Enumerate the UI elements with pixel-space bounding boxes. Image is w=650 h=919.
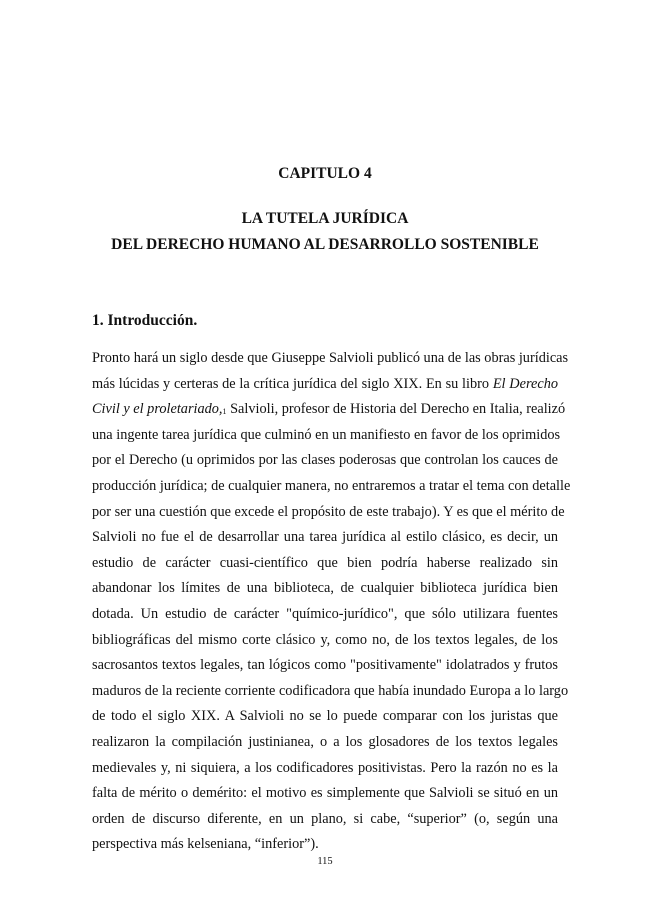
paragraph-line: una ingente tarea jurídica que culminó en un manifiesto en favor de los oprimidos [92,426,561,443]
paragraph-line: de todo el siglo XIX. A Salvioli no se lo puede comparar con los juristas que [92,708,558,725]
paragraph-line: Salvioli no fue el de desarrollar una tarea jurídica al estilo clásico, es decir, un [92,529,558,546]
body-paragraph [92,346,571,858]
paragraph-line: orden de discurso diferente, en un plano, si cabe, “superior” (o, según una [92,810,558,827]
page-number: 115 [317,856,333,867]
paragraph-line: por ser una cuestión que excede el propósito de este trabajo). Y es que el mérito de [92,503,565,520]
paragraph-line: perspectiva más kelseniana, “inferior”). [92,836,319,853]
paragraph-line-text: Salvioli, profesor de Historia del Derecho en Italia, realizó [230,401,566,418]
chapter-subtitle-line-1: LA TUTELA JURÍDICA [241,210,409,227]
footnote-reference[interactable]: 1 [222,407,227,417]
book-title-part-2: Civil y el proletariado, [92,401,223,418]
paragraph-line: maduros de la reciente corriente codificadora que había inundado Europa a lo largo [92,682,569,699]
paragraph-line: Pronto hará un siglo desde que Giuseppe Salvioli publicó una de las obras jurídicas [92,350,569,366]
section-heading: 1. Introducción. [92,312,198,329]
paragraph-line [92,397,566,423]
paragraph-line: estudio de carácter cuasi-científico que bien podría haberse realizado sin [92,554,558,571]
paragraph-line: bibliográficas del mismo corte clásico y, como no, de los textos legales, de los [92,631,558,648]
paragraph-line: falta de mérito o demérito: el motivo es simplemente que Salvioli se situó en un [92,785,558,802]
paragraph-line: dotada. Un estudio de carácter "químico-jurídico", que sólo utilizara fuentes [92,605,558,622]
paragraph-line: sacrosantos textos legales, tan lógicos como "positivamente" idolatrados y frutos [92,657,558,674]
chapter-subtitle-line-2: DEL DERECHO HUMANO AL DESARROLLO SOSTENIBLE [111,236,539,253]
paragraph-line: producción jurídica; de cualquier manera, no entraremos a tratar el tema con detalle [92,477,571,494]
paragraph-line: realizaron la compilación justinianea, o a los glosadores de los textos legales [92,733,558,750]
chapter-subtitle [0,206,650,258]
paragraph-line-text: más lúcidas y certeras de la crítica jurídica del siglo XIX. En su libro [92,375,490,392]
paragraph-line [92,372,558,398]
chapter-title: CAPITULO 4 [278,165,372,182]
book-title-part-1: El Derecho [492,375,558,392]
paragraph-line: por el Derecho (u oprimidos por las clases poderosas que controlan los cauces de [92,452,558,469]
paragraph-line: medievales y, ni siquiera, a los codificadores positivistas. Pero la razón no es la [92,759,558,776]
paragraph-line: abandonar los límites de una biblioteca, de cualquier biblioteca jurídica bien [92,580,558,597]
